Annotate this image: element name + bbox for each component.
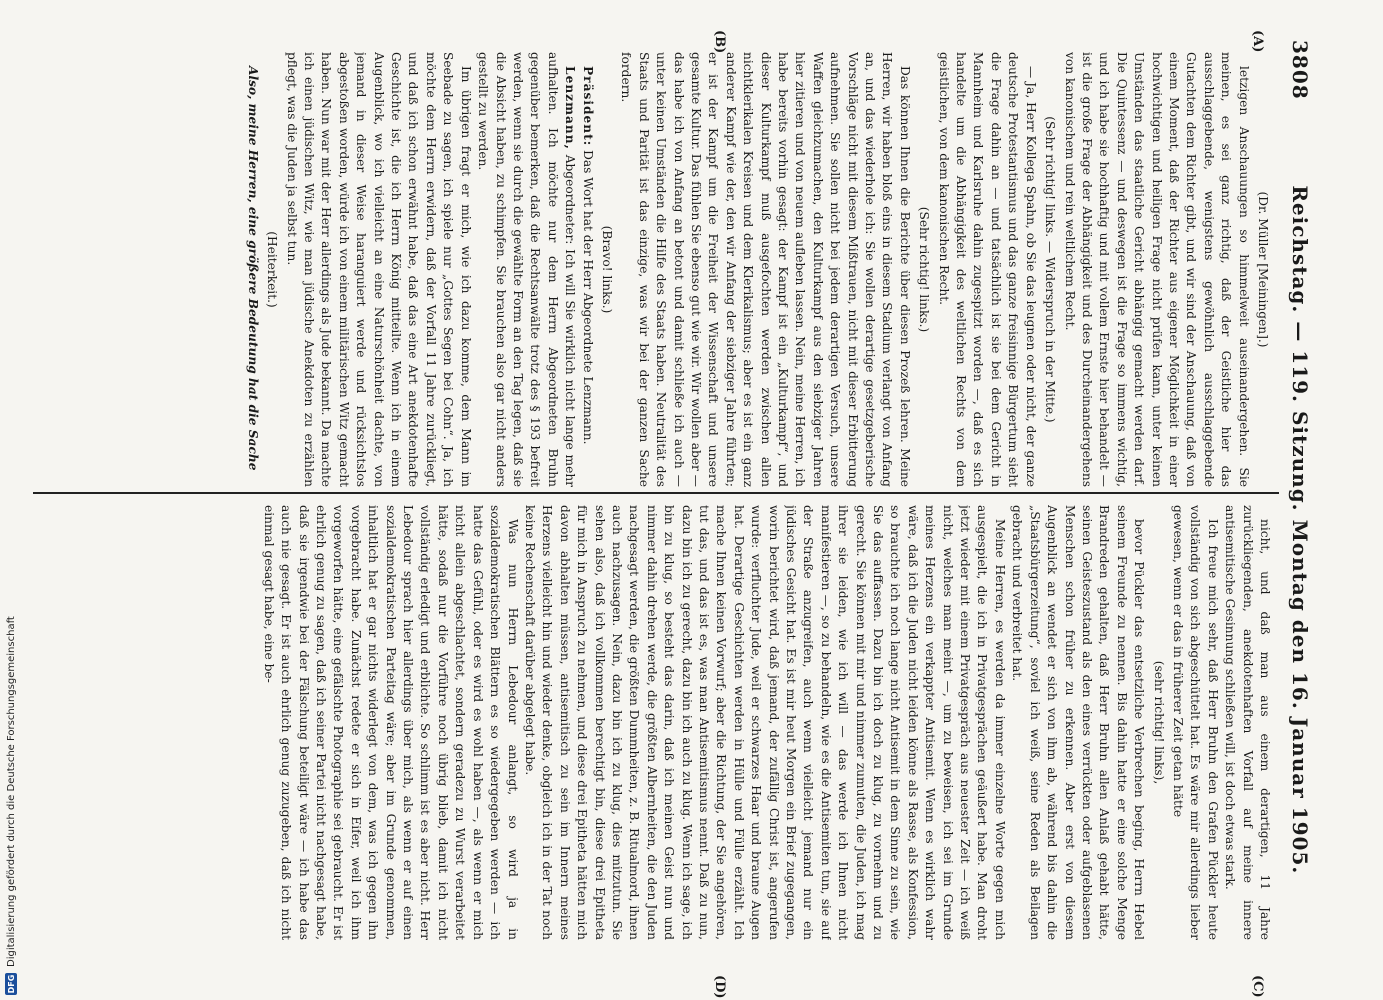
page-title: Reichstag. — 119. Sitzung. Montag den 16. Januar 1905.	[1288, 185, 1312, 875]
lenzmann-text: Abgeordneter: Ich will Sie wirklich nicht lange mehr aufhalten. Ich möchte nur dem Herrn Abgeordneten Bruhn gegenüber bemerken, daß die Rechtsanwälte trotz des § 193 befreit werden, wenn sie durch die gewählte Form an den Tag legen, daß sie die Absicht haben, zu schimpfen. Sie brauchen also gar nicht anders gestellt zu werden.	[476, 52, 578, 487]
president-label: Präsident:	[580, 66, 595, 147]
margin-mark-d: (D)	[712, 975, 727, 999]
page-header	[1285, 40, 1315, 960]
interjection: (sehr richtig! links),	[1151, 660, 1166, 785]
interjection: (Sehr richtig! links.)	[917, 206, 932, 333]
interjection: (Heiterkeit.)	[265, 231, 280, 308]
lenzmann-paragraph	[474, 52, 578, 487]
president-paragraph	[578, 52, 595, 487]
column-divider	[33, 492, 1279, 494]
paragraph: letzigen Anschauungen so himmelweit auseinandergehen. Sie meinen, es sei ganz richtig, daß der Geistliche hier das ausschlaggebende, wenigstens gewöhnlich ausschlaggebende Gutachten dem Richter gibt, und wir sind der Anschauung, daß von einem Moment, daß der Richter aus eigener Möglichkeit in einer hochwichtigen und heiligen Frage nicht prüfen kann, unter keinen Umständen das staatliche Gericht abhängig gemacht werden darf. Die Quintessenz — und deswegen ist die Frage so immens wichtig, und ich habe sie hochhaftig und mit vollem Ernste hier behandelt — ist die große Frage der Abhängigkeit und des Durcheinandergehens von kanonischem und rein weltlichem Recht.	[1062, 52, 1251, 487]
interjection: (Bravo! links.)	[599, 225, 614, 314]
paragraph: Also, meine Herren, eine größere Bedeutung hat die Sache	[245, 66, 260, 471]
paragraph: Meine Herren, es werden da immer einzelne Worte gegen mich ausgespielt, die ich in Privatgesprächen geäußert habe. Man droht jetzt wieder mit einem Privatgespräch aus neuester Zeit — ich weiß nicht, welches man meint —, um zu beweisen, ich sei im Grunde meines Herzens ein verkappter Antisemit. Wenn es wirklich wahr wäre, daß ich die Juden nicht leiden könne als Rasse, als Konfession, so brauchte ich noch lange nicht Antisemit in dem Sinne zu sein, wie Sie das auffassen. Dazu bin ich doch zu klug, zu vornehm und zu gerecht. Sie können mit mir und nimmer zumuten, die Juden, ich mag ihrer sie leiden, wie ich will — das werde ich Ihnen nicht manifestieren —, so zu behandeln, wie es die Antisemiten tun, sie auf der Straße anzugreifen, auch wenn vielleicht jemand nur ein jüdisches Gesicht hat. Es ist mir heut Morgen ein Brief zugegangen, worin berichtet wird, daß jemand, der zufällig Christ ist, angerufen wurde: verfluchter Jude, weil er schwarzes Haar und braune Augen hat. Derartige Geschichten werden in Hülle und Fülle erzählt. Ich mache Ihnen keinen Vorwurf; aber die Richtung, der Sie angehören, tut das, und das ist es, was man Antisemitismus nennt. Daß zu nun, dazu bin ich zu gerecht, dazu bin ich auch zu klug. Wenn ich sage, ich bin zu klug, so besteht das darin, daß ich meinen Geist nun und nimmer dahin drehen werde, die größten Albernheiten, die den Juden nachgesagt werden, die größten Dummheiten, z. B. Ritualmord, ihnen auch nachzusagen. Nein, dazu bin ich zu klug, dies mitzutun. Sie sehen also, daß ich vollkommen berechtigt bin, diese drei Epitheta für mich in Anspruch zu nehmen, und diese drei Epitheta hätten mich davon abhalten müssen, antisemitisch zu sein im Innern meines Herzens vielleicht hin und wieder denke, obgleich ich in der Tat noch keine Rechenschaft darüber abgelegt habe.	[522, 505, 1007, 940]
paragraph: Im übrigen fragt er mich, wie ich dazu komme, dem Mann im Seebade zu sagen, ich spiele nur „Gottes Segen bei Cohn“. Ja, ich möchte dem Herrn erwidern, daß der Vorfall 11 Jahre zurückliegt, und daß ich schon erwähnt habe, daß das eine Art anekdotenhafte Geschichte ist, die ich Herrn König mitteilte. Wenn ich in einem Augenblick, wo ich vielleicht an eine Naturschönheit dachte, von jemand in dieser Weise haranguiert werde und rücksichtslos abgestoßen worden, würde ich von einem militärischen Witz gemacht haben. Nun war mit der Herr allerdings als Jude bekannt. Da machte ich einen jüdischen Witz, wie man jüdische Anekdoten zu erzählen pflegt, was die Juden ja selbst tun.	[284, 52, 473, 487]
speaker-tag: (Dr. Müller [Meiningen].)	[1256, 191, 1270, 348]
lenzmann-label: Lenzmann,	[563, 66, 578, 150]
right-column	[33, 505, 1273, 940]
margin-mark-a: (A)	[1250, 30, 1265, 53]
president-text: Das Wort hat der Herr Abgeordnete Lenzmann.	[580, 150, 595, 445]
interjection: (Sehr richtig! links. — Widerspruch in der Mitte.)	[1043, 116, 1058, 423]
margin-mark-b: (B)	[712, 30, 727, 54]
digitization-note	[2, 5, 20, 995]
margin-mark-c: (C)	[1250, 975, 1265, 998]
left-column	[33, 52, 1273, 487]
paragraph: Ich freue mich sehr, daß Herr Bruhn den Grafen Pückler heute vollständig von sich abgeschüttelt hat. Es wäre mir allerdings lieber gewesen, wenn er das in früherer Zeit getan hätte	[1170, 505, 1220, 940]
paragraph: bevor Pückler das entsetzliche Verbrechen beging, Herrn Hebel seinem Freunde zu nennen. Bis dahin hatte er eine solche Menge Brandreden gehalten, daß Herr Bruhn allen Anlaß gehabt hätte, seinen Geisteszustand als den eines verrückten oder aufgeblasenen Menschen schon früher zu erkennen. Aber erst von diesem Augenblick an wendet er sich von ihm ab, während bis dahin die „Staatsbürgerzeitung“, soviel ich weiß, seine Reden als Beilagen gebracht und verbreitet hat.	[1010, 505, 1147, 940]
paragraph: Was nun Herrn Lebedour anlangt, so wird ja in sozialdemokratischen Blättern es so wiedergegeben werden — ich hatte das Gefühl, oder es wird es wohl haben —, als wenn er mich nicht allein abgeschlachtet, sondern geradezu zu Wurst verarbeitet hätte, sodaß nur die Vorführe noch übrig blieb, damit ich nicht vollständig erledigt und erblichte. So schlimm ist es aber nicht. Herr Lebedour sprach hier allerdings über mich, als wenn er auf einen sozialdemokratischen Parteitag wäre; aber im Grunde genommen, inhaltlich hat er gar nichts widerlegt von dem, was ich gegen ihn vorgebracht habe. Zunächst redete er sich in Eifer, weil ich ihm vorgeworfen hätte, eine gefälschte Photographie sei gebraucht. Er ist ehrlich genug zu sagen, daß ich seiner Partei nicht nachgesagt habe, daß sie irgendwie bei der Fälschung beteiligt wäre — ich habe das auch nie gesagt. Er ist auch ehrlich genug zuzugeben, daß ich nicht einmal gesagt habe, eine be-	[261, 505, 520, 940]
dfg-logo: DFG	[6, 974, 16, 994]
paragraph: Das können Ihnen die Berichte über diesen Prozeß lehren. Meine Herren, wir haben bloß eins in diesem Stadium verlangt von Anfang an, und das wiederhole ich: Sie wollen derartige gesetzgeberische Vorschläge nicht mit diesem Mißtrauen, nicht mit dieser Erbitterung aufnehmen. Sie sollen nicht bei jedem derartigen Versuch, unsere Waffen gleichzumachen, den Kulturkampf aus den siebziger Jahren hier zitieren und von neuem aufleben lassen. Nein, meine Herren, ich habe bereits vorhin gesagt: der Kampf ist ein „Kulturkampf“, und dieser Kulturkampf muß ausgefochten werden zwischen allen nichtklerikalen Kreisen und dem Klerikalismus; aber es ist ein ganz anderer Kampf wie der, den wir Anfang der siebziger Jahre führten; er ist der Kampf um die Freiheit der Wissenschaft und unsere gesamte Kultur. Das fühlen Sie ebenso gut wie wir. Wir wollen aber — das habe ich von Anfang an betont und damit schließe ich auch — unter keinen Umständen die Hilfe des Staats haben. Neutralität des Staats und Parität ist das einzige, was wir bei der ganzen Sache fordern.	[619, 52, 912, 487]
paragraph: — Ja, Herr Kollega Spahn, ob Sie das leugnen oder nicht, der ganze deutsche Protestantismus und das ganze freisinnige Bürgertum sieht die Frage dahin an — und tatsächlich ist sie bei dem Gericht in Mannheim und Karlsruhe dahin zugespitzt worden —, daß es sich handelte um die Abhängigkeit des weltlichen Rechts von dem geistlichen, von dem kanonischen Recht.	[936, 52, 1038, 487]
page-number: 3808	[1288, 40, 1312, 100]
document-page	[23, 0, 1323, 1000]
digitization-text: Digitalisierung gefördert durch die Deutsche Forschungsgemeinschaft	[5, 616, 17, 967]
paragraph: nicht, und daß man aus einem derartigen, 11 Jahre zurückliegenden, anekdotenhaften Vorfall auf meine innere antisemitische Gesinnung schließen will, ist doch etwas stark.	[1223, 505, 1272, 940]
